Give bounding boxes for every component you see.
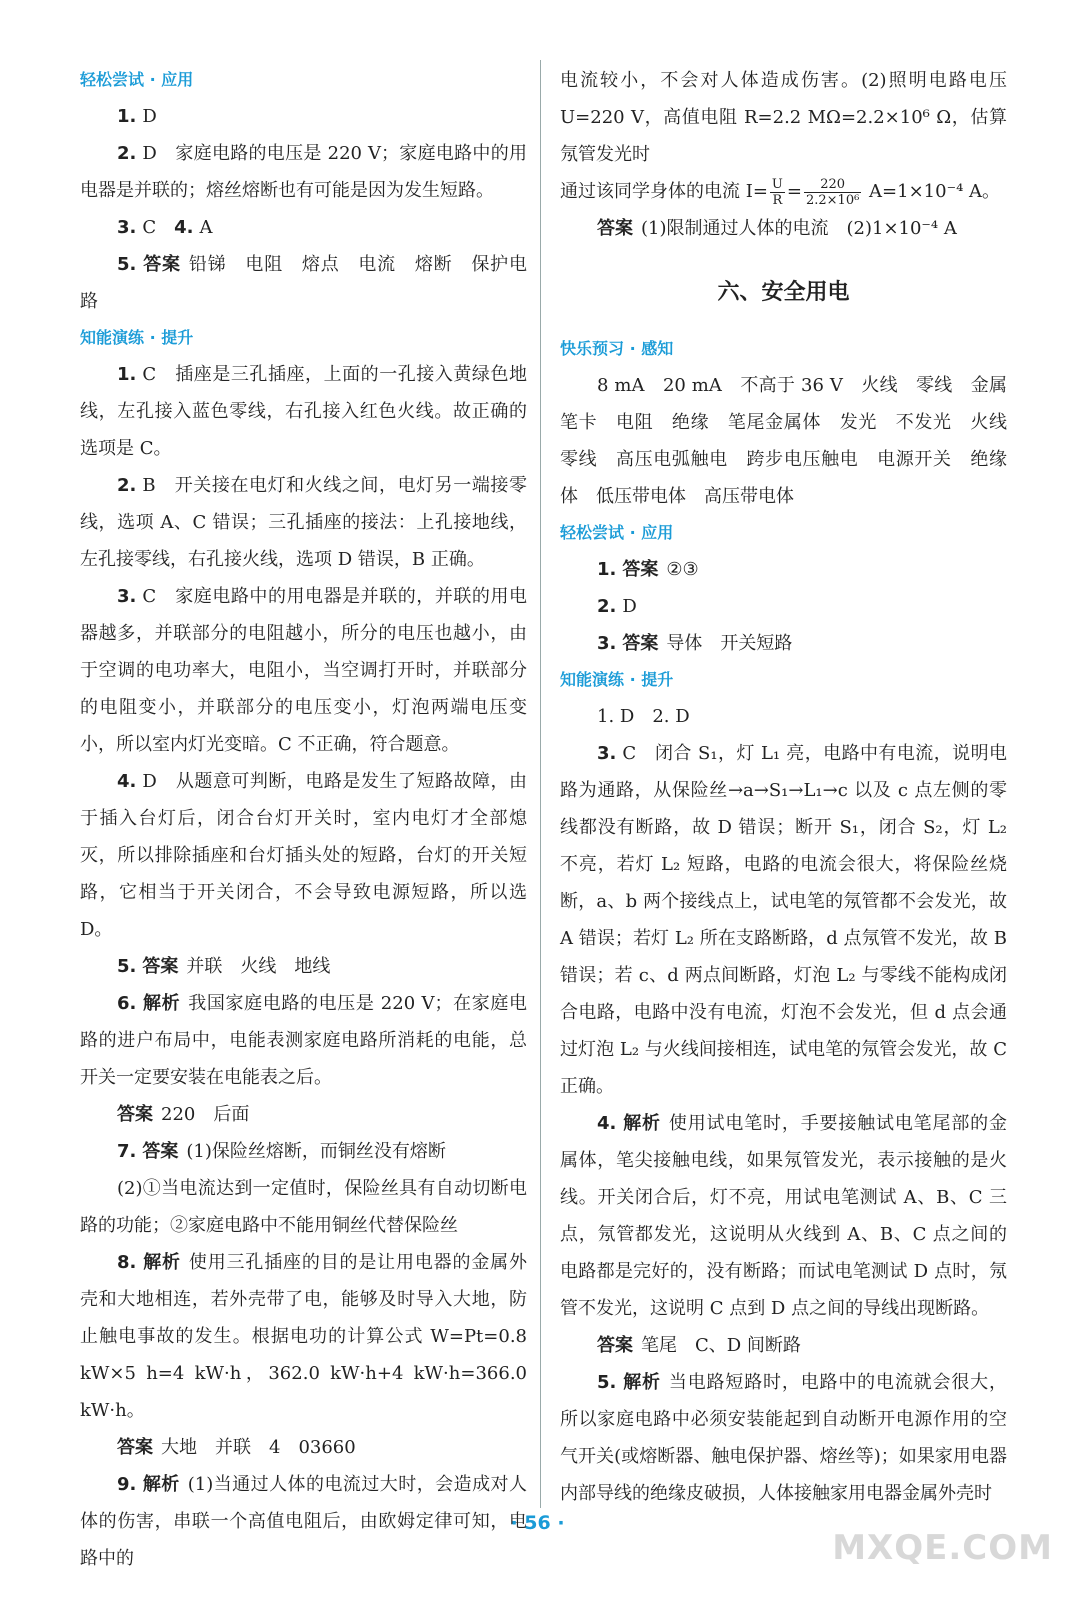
answer-item: 3. 答案 导体 开关短路 [597, 633, 793, 654]
answer-item: 5. 答案 并联 火线 地线 [117, 956, 331, 977]
answer-item: 2. D 家庭电路的电压是 220 V；家庭电路中的用电器是并联的；熔丝熔断也有可能是因为发生短路。 [80, 143, 527, 201]
section-heading: 轻松尝试 · 应用 [80, 70, 194, 89]
preview-answers: 8 mA 20 mA 不高于 36 V 火线 零线 金属笔卡 电阻 绝缘 笔尾金属体 发光 不发光 火线 零线 高压电弧触电 跨步电压触电 电源开关 绝缘体 低压带电体 高压带电体 [560, 375, 1025, 507]
answer-item: 4. D 从题意可判断，电路是发生了短路故障，由于插入台灯后，闭合台灯开关时，室内电灯才全部熄灭，所以排除插座和台灯插头处的短路，台灯的开关短路，它相当于开关闭合，不会导致电源短路，所以选 D。 [80, 771, 527, 940]
page-number: · 56 · [510, 1512, 565, 1534]
answer-item: 3. C 4. A [117, 217, 213, 238]
answer-item: 1. C 插座是三孔插座，上面的一孔接入黄绿色地线，左孔接入蓝色零线，右孔接入红色火线。故正确的选项是 C。 [80, 364, 527, 459]
answer-line: 答案 大地 并联 4 03660 [117, 1437, 356, 1458]
right-column [560, 62, 1025, 1512]
answer-item: 5. 答案 铅锑 电阻 熔点 电流 熔断 保护电路 [80, 254, 528, 312]
section-heading: 快乐预习 · 感知 [560, 339, 674, 358]
section-heading: 知能演练 · 提升 [80, 328, 194, 347]
answer-item: 8. 解析 使用三孔插座的目的是让用电器的金属外壳和大地相连，若外壳带了电，能够及时导入大地，防止触电事故的发生。根据电功的计算公式 W=Pt=0.8 kW×5 h=4 kW·h，362.0 kW·h+4 kW·h=366.0 kW·h。 [80, 1252, 528, 1421]
answer-line: 答案 220 后面 [117, 1104, 250, 1125]
answer-item: 6. 解析 我国家庭电路的电压是 220 V；在家庭电路的进户布局中，电能表测家庭电路所消耗的电能，总开关一定要安装在电能表之后。 [80, 993, 527, 1088]
fraction-u-over-r: $\frac{U}{R}$ [771, 176, 783, 208]
section-heading: 知能演练 · 提升 [560, 670, 674, 689]
watermark-logo: MXQE.COM [832, 1528, 1053, 1568]
answer-line: (2)①当电流达到一定值时，保险丝具有自动切断电路的功能；②家庭电路中不能用铜丝代替保险丝 [80, 1178, 527, 1236]
answer-item: 3. C 闭合 S₁，灯 L₁ 亮，电路中有电流，说明电路为通路，从保险丝→a→S₁→L₁→c 以及 c 点左侧的零线都没有断路，故 D 错误；断开 S₁，闭合 S₂，灯 L₂ 不亮，若灯 L₂ 短路，电路的电流会很大，将保险丝烧断，a、b 两个接线点上，试电笔的氖管都不会发光，故 A 错误；若灯 L₂ 所在支路断路，d 点氖管不发光，故 B 错误；若 c、d 两点间断路，灯泡 L₂ 与零线不能构成闭合电路，电路中没有电流，灯泡不会发光，但 d 点会通过灯泡 L₂ 与火线间接相连，试电笔的氖管会发光，故 C 正确。 [560, 743, 1007, 1097]
fraction-220-over-r: $\frac{220}{\text{2.2×10⁶}}$ [805, 176, 860, 208]
answer-item: 2. D [597, 596, 637, 617]
answer-item: 7. 答案 (1)保险丝熔断，而铜丝没有熔断 [117, 1141, 446, 1162]
answer-item: 1. D [117, 106, 157, 127]
answer-item: 1. D 2. D [597, 706, 690, 727]
answer-item: 1. 答案 ②③ [597, 559, 699, 580]
answer-item: 3. C 家庭电路中的用电器是并联的，并联的用电器越多，并联部分的电阻越小，所分的电压也越小，由于空调的电功率大，电阻小，当空调打开时，并联部分的电阻变小，并联部分的电压变小，灯泡两端电压变小，所以室内灯光变暗。C 不正确，符合题意。 [80, 586, 527, 755]
answer-line: 答案 (1)限制通过人体的电流 (2)1×10⁻⁴ A [597, 218, 957, 239]
left-column [80, 62, 527, 1577]
chapter-title: 六、安全用电 [717, 280, 850, 305]
answer-item: 9. 解析 (1)当通过人体的电流过大时，会造成对人体的伤害，串联一个高值电阻后，由欧姆定律可知，电路中的 [80, 1474, 528, 1569]
section-heading: 轻松尝试 · 应用 [560, 523, 674, 542]
answer-item: 5. 解析 当电路短路时，电路中的电流就会很大，所以家庭电路中必须安装能起到自动断开电源作用的空气开关(或熔断器、触电保护器、熔丝等)；如果家用电器内部导线的绝缘皮破损，人体接触家用电器金属外壳时 [560, 1372, 1008, 1504]
answer-line: 答案 笔尾 C、D 间断路 [597, 1335, 801, 1356]
column-divider [540, 60, 541, 1508]
formula-line: 通过该同学身体的电流 I= $\frac{U}{R}$ = $\frac{220}{\text{2.2×10⁶}}$ A=1×10⁻⁴ A。 [560, 176, 1001, 208]
answer-item: 4. 解析 使用试电笔时，手要接触试电笔尾部的金属体，笔尖接触电线，如果氖管发光，表示接触的是火线。开关闭合后，灯不亮，用试电笔测试 A、B、C 三点，氖管都发光，这说明从火线到 A、B、C 点之间的电路都是完好的，没有断路；而试电笔测试 D 点时，氖管不发光，这说明 C 点到 D 点之间的导线出现断路。 [560, 1113, 1008, 1319]
answer-continuation: 电流较小，不会对人体造成伤害。(2)照明电路电压 U=220 V，高值电阻 R=2.2 MΩ=2.2×10⁶ Ω，估算氖管发光时 [560, 70, 1007, 165]
answer-item: 2. B 开关接在电灯和火线之间，电灯另一端接零线，选项 A、C 错误；三孔插座的接法：上孔接地线，左孔接零线，右孔接火线，选项 D 错误，B 正确。 [80, 475, 527, 570]
